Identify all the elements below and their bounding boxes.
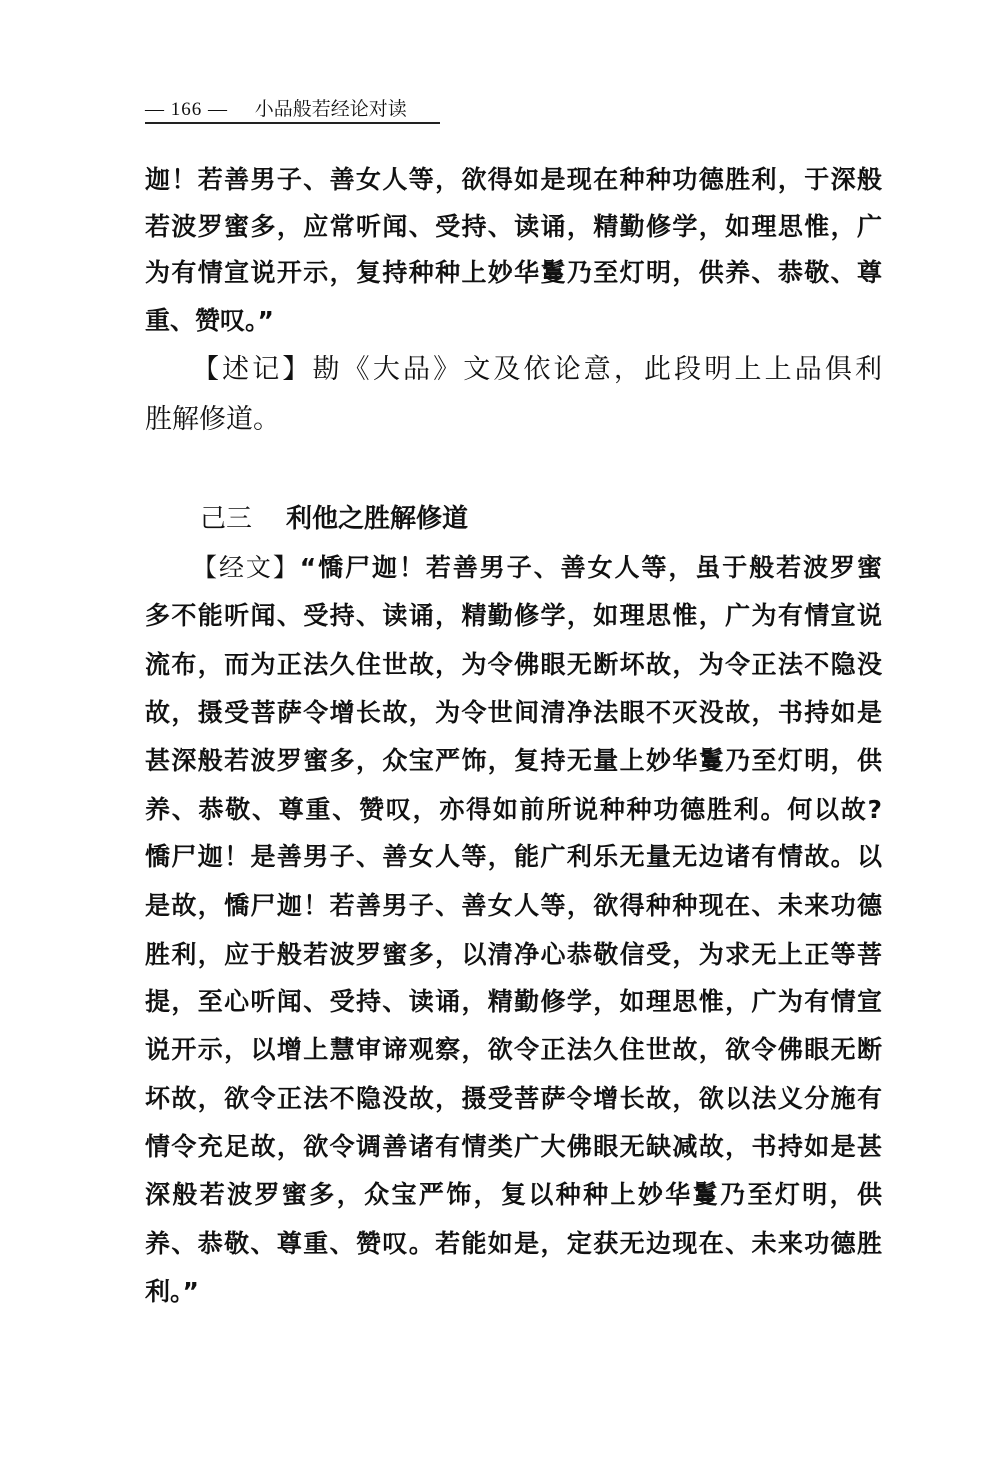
- commentary-text: 勘《大品》文及依论意，此段明上上品俱利: [312, 354, 883, 385]
- text-line: 流布，而为正法久住世故，为令佛眼无断坏故，为令正法不隐没: [145, 650, 882, 679]
- text-line: 养、恭敬、尊重、赞叹。若能如是，定获无边现在、未来功德胜: [145, 1229, 882, 1258]
- text-line: 迦！若善男子、善女人等，欲得如是现在种种功德胜利，于深般: [145, 165, 882, 194]
- text-line: 深般若波罗蜜多，众宝严饰，复以种种上妙华鬘乃至灯明，供: [145, 1180, 882, 1209]
- text-line: 胜解修道。: [145, 404, 280, 435]
- text-line: 故，摄受菩萨令增长故，为令世间清净法眼不灭没故，书持如是: [145, 698, 882, 727]
- text-line: 利。”: [145, 1277, 199, 1306]
- book-title: 小品般若经论对读: [254, 99, 407, 120]
- section-title: 利他之胜解修道: [286, 504, 469, 534]
- text-line: 胜利，应于般若波罗蜜多，以清净心恭敬信受，为求无上正等菩: [145, 940, 882, 969]
- text-line: 为有情宣说开示，复持种种上妙华鬘乃至灯明，供养、恭敬、尊: [145, 258, 882, 287]
- text-line: 情令充足故，欲令调善诸有情类广大佛眼无缺减故，书持如是甚: [145, 1132, 882, 1161]
- sutra-tag: 【经文】: [192, 553, 300, 582]
- running-header: [145, 94, 440, 124]
- text-line: [192, 550, 882, 586]
- text-line: 提，至心听闻、受持、读诵，精勤修学，如理思惟，广为有情宣: [145, 987, 882, 1016]
- text-line: 养、恭敬、尊重、赞叹，亦得如前所说种种功德胜利。何以故?: [145, 795, 882, 824]
- text-line: 重、赞叹。”: [145, 306, 274, 335]
- text-line: [192, 352, 882, 388]
- text-line: 若波罗蜜多，应常听闻、受持、读诵，精勤修学，如理思惟，广: [145, 212, 882, 241]
- text-line: 憍尸迦！是善男子、善女人等，能广利乐无量无边诸有情故。以: [145, 842, 882, 871]
- sutra-text: “憍尸迦！若善男子、善女人等，虽于般若波罗蜜: [299, 553, 882, 582]
- section-number: 己三: [200, 504, 253, 534]
- text-line: 甚深般若波罗蜜多，众宝严饰，复持无量上妙华鬘乃至灯明，供: [145, 746, 882, 775]
- text-line: 是故，憍尸迦！若善男子、善女人等，欲得种种现在、未来功德: [145, 891, 882, 920]
- text-line: 多不能听闻、受持、读诵，精勤修学，如理思惟，广为有情宣说: [145, 601, 882, 630]
- text-line: 坏故，欲令正法不隐没故，摄受菩萨令增长故，欲以法义分施有: [145, 1084, 882, 1113]
- commentary-tag: 【述记】: [192, 354, 313, 385]
- page-number: — 166 —: [145, 99, 228, 120]
- section-heading: [200, 498, 468, 535]
- text-line: 说开示，以增上慧审谛观察，欲令正法久住世故，欲令佛眼无断: [145, 1035, 882, 1064]
